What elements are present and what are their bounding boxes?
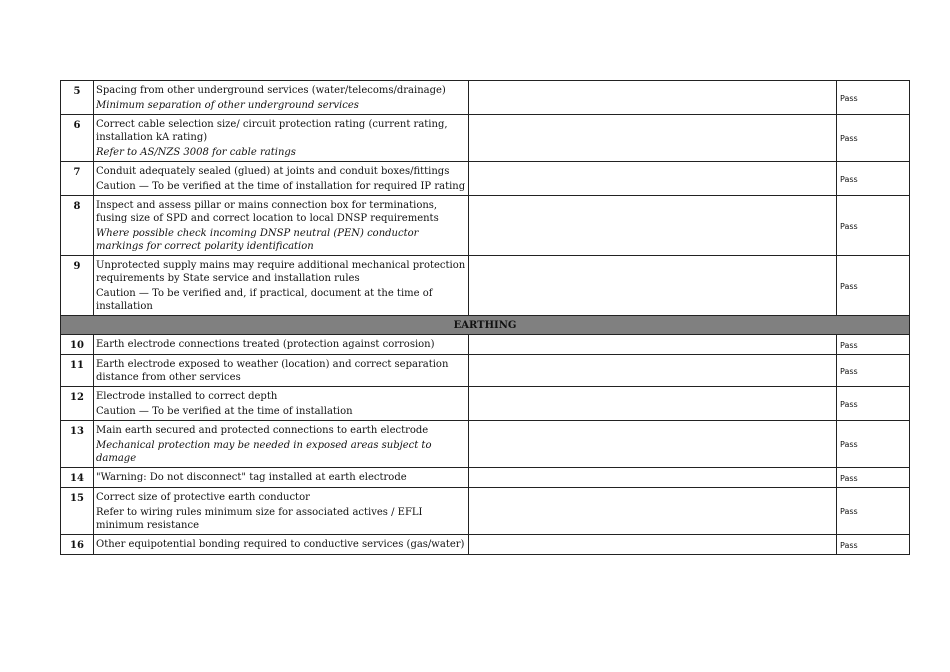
item-number: 8 — [61, 196, 94, 256]
checklist-rows-top — [61, 81, 910, 316]
table-row — [61, 355, 910, 387]
comments-cell[interactable] — [469, 535, 837, 555]
item-text: Other equipotential bonding required to conductive services (gas/water) — [96, 539, 465, 550]
item-number: 10 — [61, 335, 94, 355]
table-row — [61, 335, 910, 355]
item-note: Mechanical protection may be needed in exposed areas subject to damage — [96, 440, 432, 464]
item-text: Correct cable selection size/ circuit protection rating (current rating, installation kA rating) — [96, 119, 448, 143]
item-description — [94, 81, 469, 115]
table-row — [61, 81, 910, 115]
item-caution: Caution — To be verified at the time of installation — [96, 406, 353, 417]
item-description — [94, 355, 469, 387]
item-note: Minimum separation of other underground services — [96, 100, 359, 111]
item-number: 9 — [61, 256, 94, 316]
comments-cell[interactable] — [469, 421, 837, 468]
item-description — [94, 162, 469, 196]
item-number: 5 — [61, 81, 94, 115]
table-row — [61, 535, 910, 555]
item-text: Unprotected supply mains may require additional mechanical protection requirements by State service and installation rules — [96, 260, 466, 284]
item-caution: Caution — To be verified and, if practical, document at the time of installation — [96, 288, 433, 312]
result-cell[interactable]: Pass — [837, 468, 910, 488]
item-number: 16 — [61, 535, 94, 555]
comments-cell[interactable] — [469, 162, 837, 196]
item-caution: Refer to wiring rules minimum size for associated actives / EFLI minimum resistance — [96, 507, 423, 531]
item-description — [94, 468, 469, 488]
result-cell[interactable]: Pass — [837, 355, 910, 387]
result-cell[interactable]: Pass — [837, 387, 910, 421]
item-number: 15 — [61, 488, 94, 535]
item-text: Conduit adequately sealed (glued) at joints and conduit boxes/fittings — [96, 166, 450, 177]
earthing-section — [61, 316, 910, 335]
table-row — [61, 387, 910, 421]
table-row — [61, 196, 910, 256]
comments-cell[interactable] — [469, 468, 837, 488]
result-cell[interactable]: Pass — [837, 488, 910, 535]
item-number: 12 — [61, 387, 94, 421]
item-text: Main earth secured and protected connections to earth electrode — [96, 425, 429, 436]
comments-cell[interactable] — [469, 256, 837, 316]
item-description — [94, 421, 469, 468]
item-description — [94, 488, 469, 535]
table-row — [61, 115, 910, 162]
comments-cell[interactable] — [469, 335, 837, 355]
item-text: Inspect and assess pillar or mains connection box for terminations, fusing size of SPD and correct location to local DNSP requirements — [96, 200, 439, 224]
item-number: 14 — [61, 468, 94, 488]
item-caution: Caution — To be verified at the time of installation for required IP rating — [96, 181, 466, 192]
item-text: Earth electrode connections treated (protection against corrosion) — [96, 339, 435, 350]
comments-cell[interactable] — [469, 196, 837, 256]
result-cell[interactable]: Pass — [837, 535, 910, 555]
result-cell[interactable]: Pass — [837, 115, 910, 162]
item-description — [94, 535, 469, 555]
item-note: Refer to AS/NZS 3008 for cable ratings — [96, 147, 296, 158]
item-description — [94, 196, 469, 256]
section-header-row — [61, 316, 910, 335]
table-row — [61, 468, 910, 488]
item-number: 6 — [61, 115, 94, 162]
item-text: Earth electrode exposed to weather (location) and correct separation distance from other services — [96, 359, 449, 383]
item-number: 11 — [61, 355, 94, 387]
item-number: 7 — [61, 162, 94, 196]
item-text: Correct size of protective earth conductor — [96, 492, 310, 503]
item-note: Where possible check incoming DNSP neutral (PEN) conductor markings for correct polarity identification — [96, 228, 419, 252]
item-description — [94, 256, 469, 316]
item-text: Spacing from other underground services (water/telecoms/drainage) — [96, 85, 446, 96]
result-cell[interactable]: Pass — [837, 81, 910, 115]
comments-cell[interactable] — [469, 81, 837, 115]
comments-cell[interactable] — [469, 488, 837, 535]
comments-cell[interactable] — [469, 355, 837, 387]
inspection-checklist-table — [60, 80, 910, 555]
item-description — [94, 335, 469, 355]
checklist-rows-earthing — [61, 335, 910, 555]
item-text: "Warning: Do not disconnect" tag installed at earth electrode — [96, 472, 407, 483]
table-row — [61, 488, 910, 535]
section-title: EARTHING — [61, 316, 910, 335]
table-row — [61, 421, 910, 468]
result-cell[interactable]: Pass — [837, 335, 910, 355]
result-cell[interactable]: Pass — [837, 162, 910, 196]
table-row — [61, 256, 910, 316]
item-text: Electrode installed to correct depth — [96, 391, 278, 402]
comments-cell[interactable] — [469, 115, 837, 162]
table-row — [61, 162, 910, 196]
checklist-sheet — [60, 80, 909, 555]
result-cell[interactable]: Pass — [837, 421, 910, 468]
item-description — [94, 387, 469, 421]
item-number: 13 — [61, 421, 94, 468]
comments-cell[interactable] — [469, 387, 837, 421]
result-cell[interactable]: Pass — [837, 256, 910, 316]
item-description — [94, 115, 469, 162]
result-cell[interactable]: Pass — [837, 196, 910, 256]
